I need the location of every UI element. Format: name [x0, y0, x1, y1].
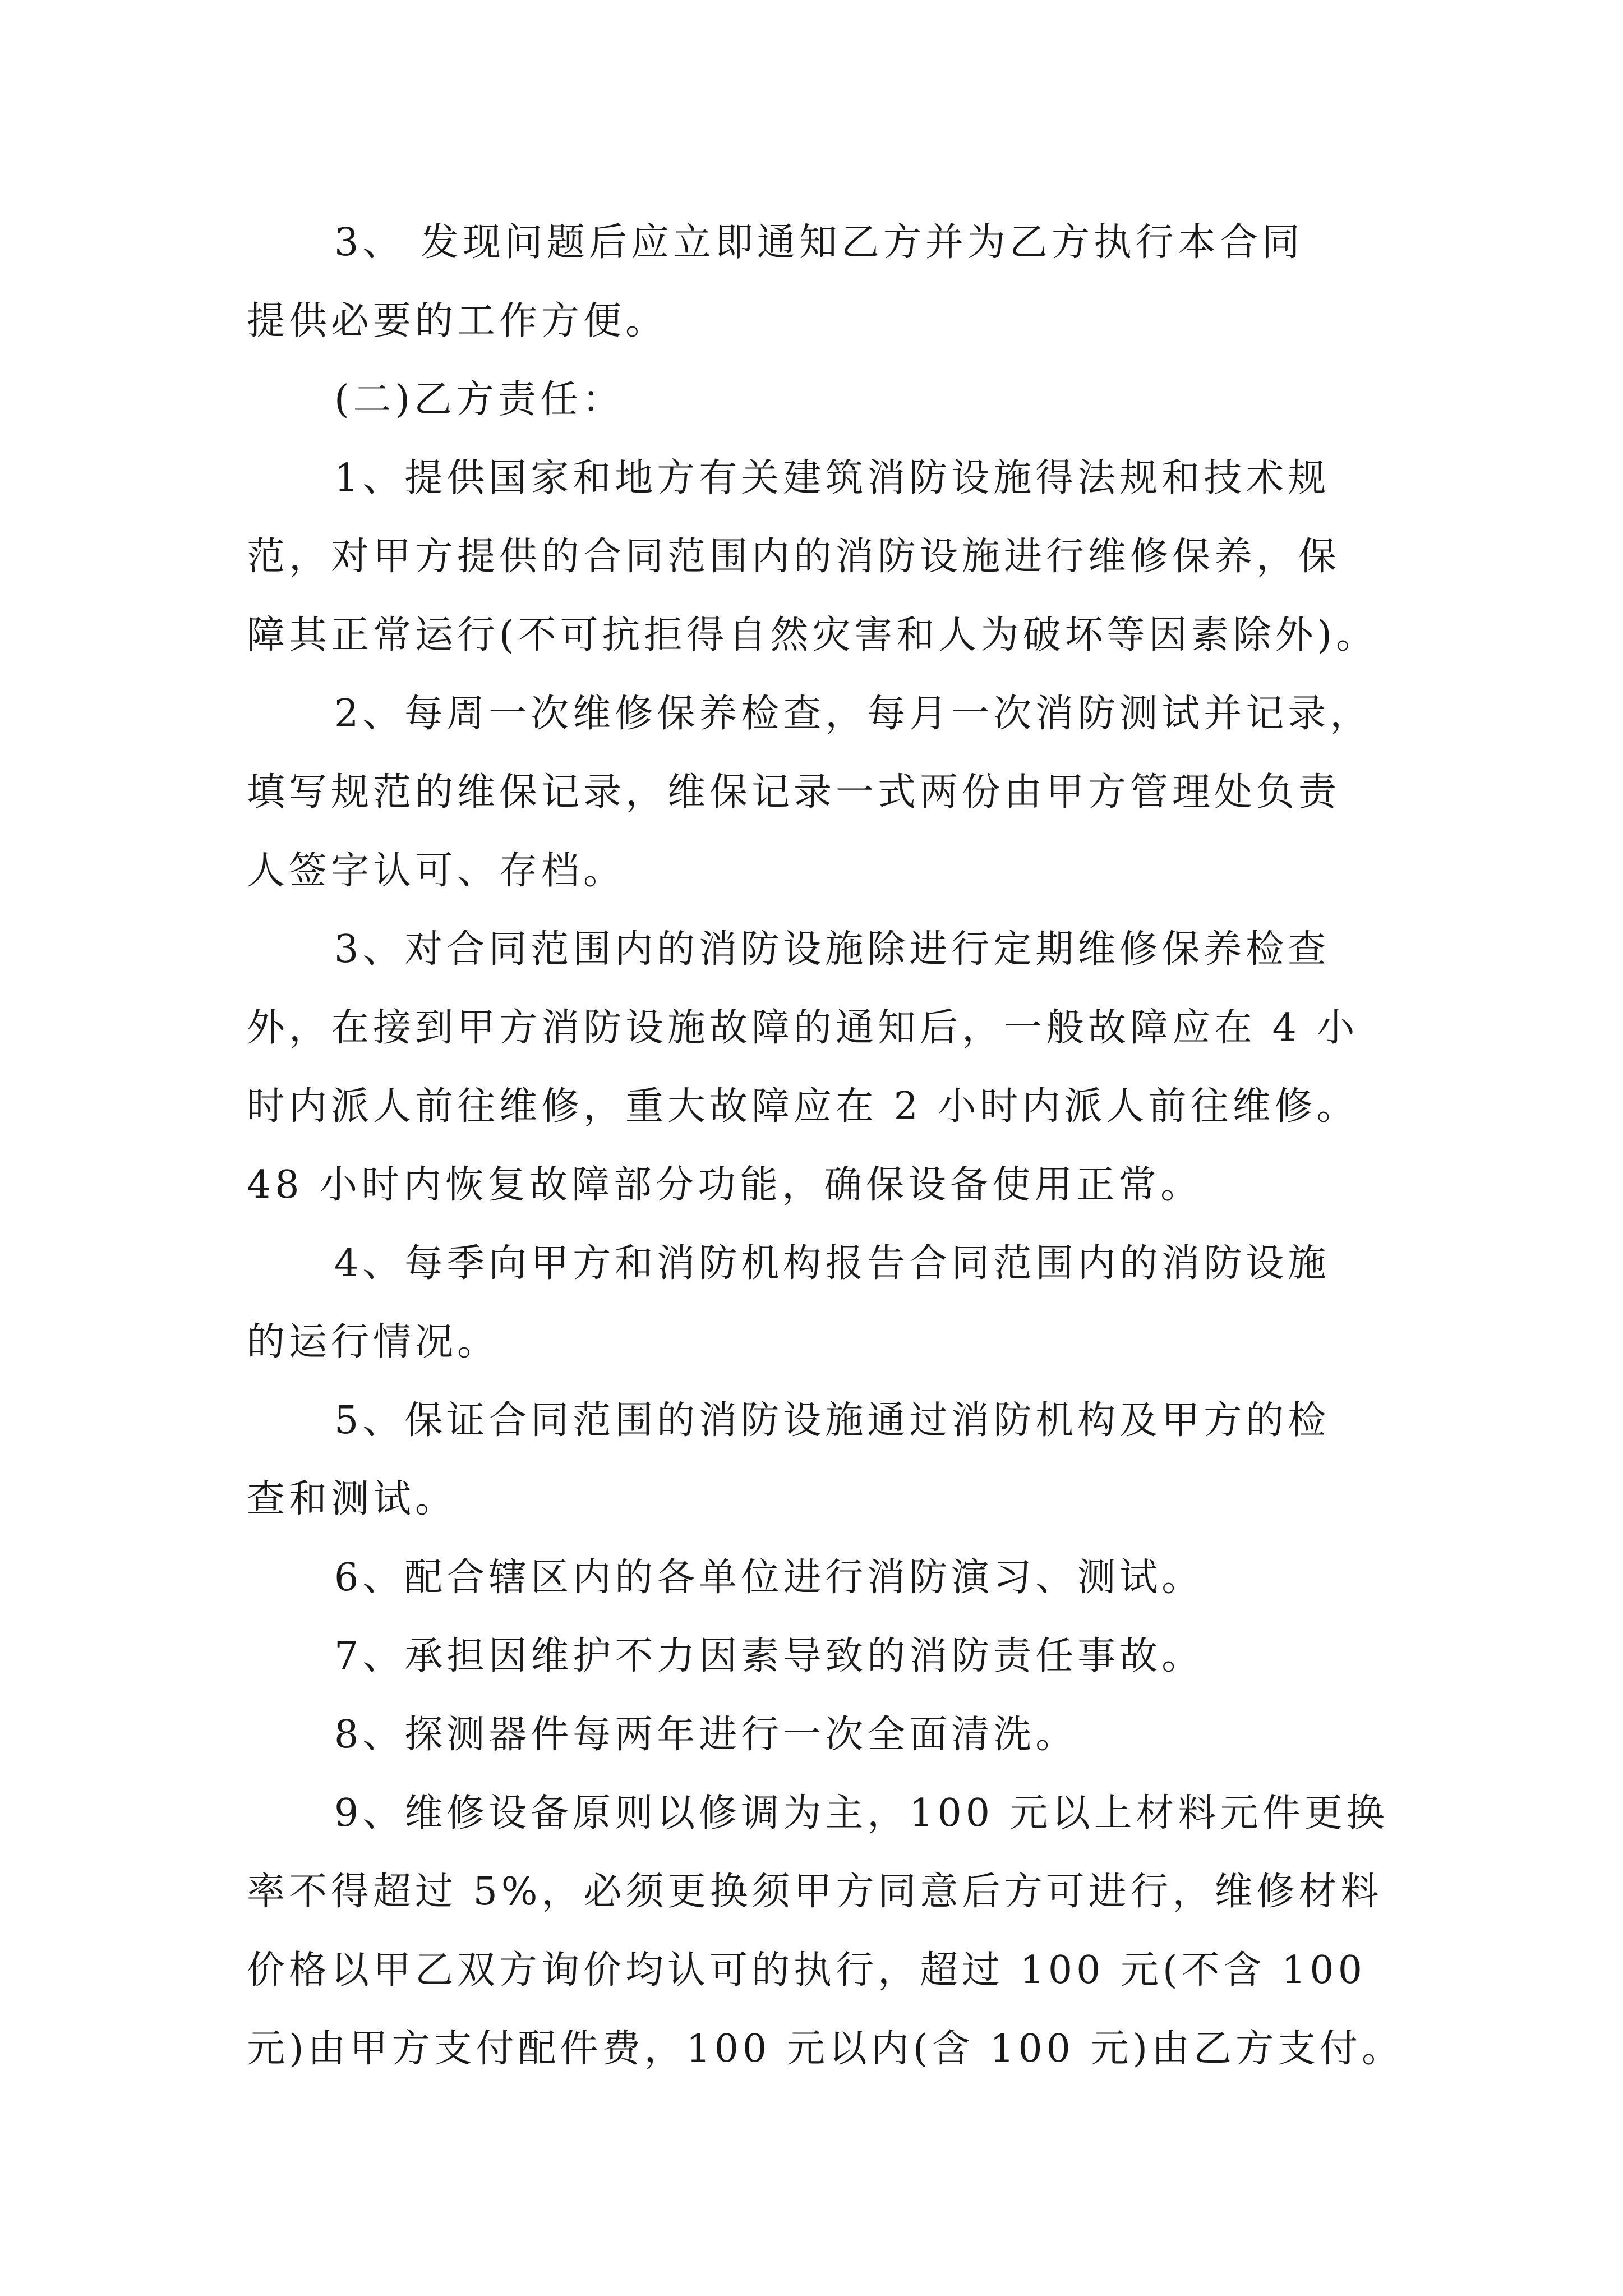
text-line: 价格以甲乙双方询价均认可的执行，超过 100 元(不含 100: [247, 1948, 1366, 1993]
text-line: 提供必要的工作方便。: [247, 299, 668, 343]
text-line: 48 小时内恢复故障部分功能，确保设备使用正常。: [247, 1163, 1203, 1207]
text-line: 1、提供国家和地方有关建筑消防设施得法规和技术规: [334, 456, 1330, 500]
text-line: 3、对合同范围内的消防设施除进行定期维修保养检查: [334, 927, 1330, 972]
text-line: 4、每季向甲方和消防机构报告合同范围内的消防设施: [334, 1241, 1330, 1286]
section-heading: (二)乙方责任：: [334, 378, 625, 422]
text-line: 9、维修设备原则以修调为主，100 元以上材料元件更换: [334, 1791, 1389, 1835]
text-line: 的运行情况。: [247, 1320, 500, 1364]
text-line: 2、每周一次维修保养检查，每月一次消防测试并记录，: [334, 692, 1372, 736]
text-line: 7、承担因维护不力因素导致的消防责任事故。: [334, 1634, 1204, 1678]
text-line: 查和测试。: [247, 1477, 458, 1521]
text-line: 时内派人前往维修，重大故障应在 2 小时内派人前往维修。: [247, 1084, 1359, 1129]
text-line: 障其正常运行(不可抗拒得自然灾害和人为破坏等因素除外)。: [247, 613, 1378, 657]
text-line: 3、 发现问题后应立即通知乙方并为乙方执行本合同: [334, 220, 1304, 265]
text-line: 人签字认可、存档。: [247, 849, 626, 893]
text-line: 5、保证合同范围的消防设施通过消防机构及甲方的检: [334, 1398, 1330, 1443]
text-line: 6、配合辖区内的各单位进行消防演习、测试。: [334, 1556, 1204, 1600]
text-line: 元)由甲方支付配件费，100 元以内(含 100 元)由乙方支付。: [247, 2027, 1404, 2071]
text-line: 率不得超过 5%，必须更换须甲方同意后方可进行，维修材料: [247, 1870, 1383, 1914]
text-line: 范，对甲方提供的合同范围内的消防设施进行维修保养，保: [247, 535, 1341, 579]
text-line: 外，在接到甲方消防设施故障的通知后，一般故障应在 4 小: [247, 1006, 1359, 1050]
text-line: 8、探测器件每两年进行一次全面清洗。: [334, 1713, 1078, 1757]
text-line: 填写规范的维保记录，维保记录一式两份由甲方管理处负责: [247, 770, 1341, 815]
